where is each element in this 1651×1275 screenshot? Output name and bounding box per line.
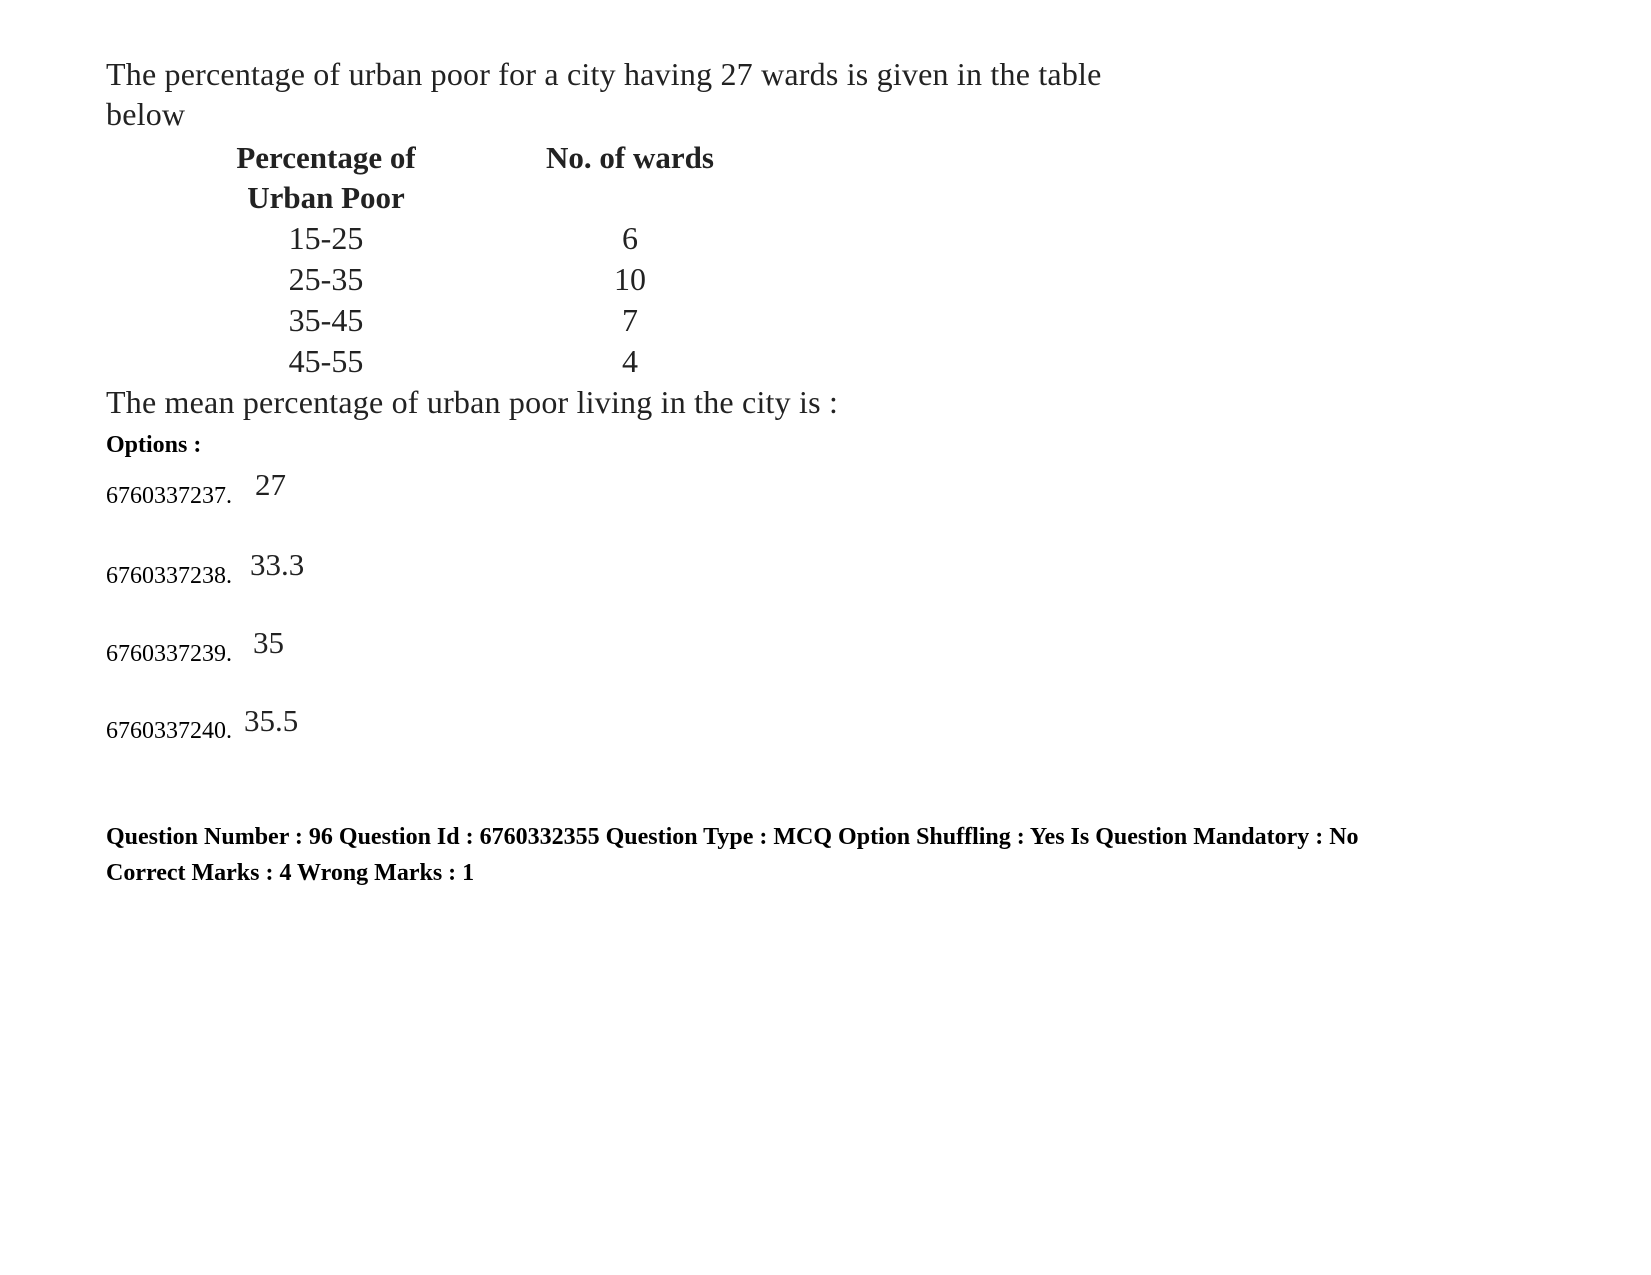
question-meta-line-1: Question Number : 96 Question Id : 6760332355 Question Type : MCQ Option Shuffling : Yes Is Question Mandatory : No: [106, 824, 1359, 850]
table-cell-range: 15-25: [288, 220, 364, 256]
question-text-line-1: The percentage of urban poor for a city having 27 wards is given in the table: [106, 56, 1102, 92]
option-value: 33.3: [250, 547, 305, 582]
options-label: Options :: [106, 432, 202, 458]
table-cell-range: 35-45: [288, 302, 364, 338]
question-meta-line-2: Correct Marks : 4 Wrong Marks : 1: [106, 860, 475, 886]
question-text-line-2: below: [106, 96, 186, 132]
option-id: 6760337239.: [106, 641, 232, 667]
table-cell-wards: 4: [622, 343, 638, 379]
table-cell-wards: 6: [622, 220, 638, 256]
option-id: 6760337237.: [106, 483, 232, 509]
question-prompt: The mean percentage of urban poor living in the city is :: [106, 384, 839, 420]
option-id: 6760337240.: [106, 718, 232, 744]
table-cell-range: 25-35: [288, 261, 364, 297]
option-value: 35.5: [244, 703, 299, 738]
table-header-percentage: Percentage of Urban Poor: [236, 140, 416, 215]
table-cell-wards: 7: [622, 302, 638, 338]
table-cell-range: 45-55: [288, 343, 364, 379]
option-value: 27: [255, 467, 286, 502]
option-id: 6760337238.: [106, 563, 232, 589]
option-value: 35: [253, 625, 284, 660]
table-cell-wards: 10: [614, 261, 646, 297]
table-header-wards: No. of wards: [546, 140, 714, 175]
